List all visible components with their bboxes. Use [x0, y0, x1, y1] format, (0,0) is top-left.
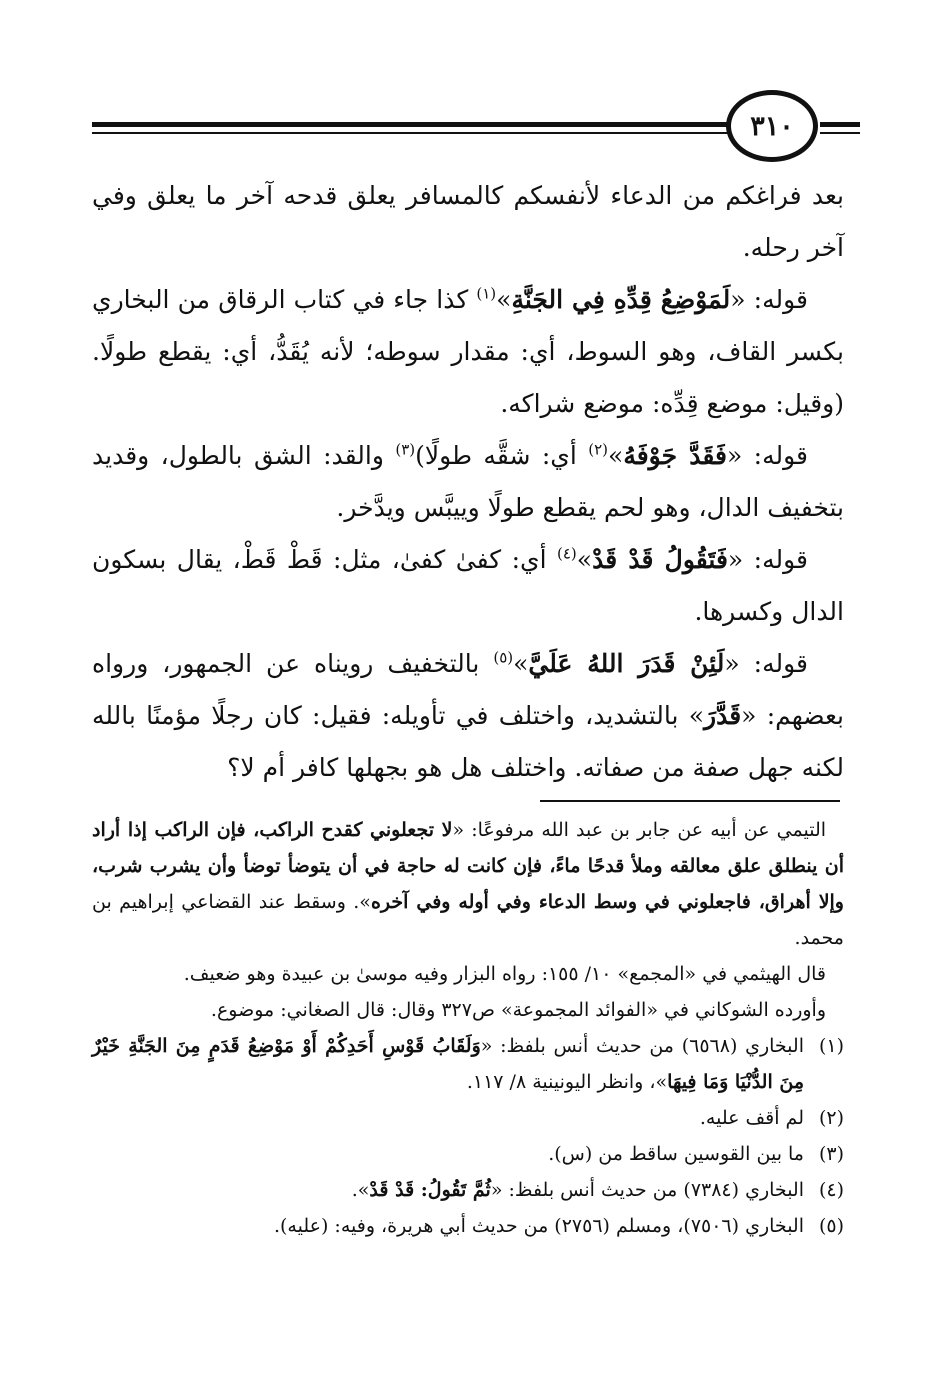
footnote-ref: (١): [476, 284, 497, 303]
footnotes: [92, 812, 844, 1244]
footnote-separator: [540, 800, 840, 802]
hadith-quote: فَقَدَّ جَوْفَهُ: [623, 441, 727, 470]
paragraph-3: قوله: «فَقَدَّ جَوْفَهُ»$^{(٢)}$ أي: شقَّه طولًا)$^{(٣)}$ والقد: الشق بالطول، وقديد بتخفيف الدال، وهو لحم يقطع طولًا وييبَّس ويدَّخر.: [92, 440, 844, 522]
paragraph-4: قوله: «فَتَقُولُ قَدْ قَدْ»$^{(٤)}$ أي: كفىٰ كفىٰ، مثل: قَطْ قَطْ، يقال بسكون الدال وكسرها.: [92, 544, 844, 626]
footnote-5: [92, 1208, 844, 1244]
footnote-number: (٥): [818, 1215, 844, 1237]
footnote-number: (٢): [818, 1107, 844, 1129]
page-number-badge: [726, 90, 818, 162]
footnote-ref: (٣): [395, 440, 416, 459]
footnote-ref: (٥): [493, 648, 514, 667]
paragraph-2: قوله: «لَمَوْضِعُ قِدِّهِ فِي الجَنَّةِ»$^{(١)}$ كذا جاء في كتاب الرقاق من البخاري بكسر القاف، وهو السوط، أي: مقدار سوطه؛ لأنه يُقَدُّ، أي: يقطع طولًا. (وقيل: موضع قِدِّه: موضع شراكه.: [92, 284, 844, 418]
footnote-text: البخاري (٧٣٨٤) من حديث أنس بلفظ: «ثُمَّ تَقُولُ: قَدْ قَدْ».: [351, 1179, 804, 1201]
header-rule-right-thin: [820, 132, 860, 134]
footnote-text: ما بين القوسين ساقط من (س).: [548, 1143, 804, 1165]
page-number: ٣١٠: [750, 110, 794, 142]
footnote-number: (١): [818, 1035, 844, 1057]
footnote-4: [92, 1172, 844, 1208]
footnote-number: (٣): [818, 1143, 844, 1165]
footnote-ref: (٤): [557, 544, 577, 563]
footnote-2: [92, 1100, 844, 1136]
paragraph-1: بعد فراغكم من الدعاء لأنفسكم كالمسافر يعلق قدحه آخر ما يعلق وفي آخر رحله.: [92, 181, 844, 262]
footnote-ref: (٢): [588, 440, 609, 459]
footnote-1: [92, 1028, 844, 1100]
hadith-quote: لَئِنْ قَدَرَ اللهُ عَلَيَّ: [528, 649, 725, 678]
hadith-quote: لَمَوْضِعُ قِدِّهِ فِي الجَنَّةِ: [511, 285, 731, 314]
footnote-text: البخاري (٧٥٠٦)، ومسلم (٢٧٥٦) من حديث أبي هريرة، وفيه: (عليه).: [273, 1215, 804, 1237]
footnote-text: البخاري (٦٥٦٨) من حديث أنس بلفظ: «وَلَقَابُ قَوْسِ أَحَدِكُمْ أَوْ مَوْضِعُ قَدَمٍ مِنَ الجَنَّةِ خَيْرٌ مِنَ الدُّنْيَا وَمَا فِيهَا»، وانظر اليونينية ٨/ ١١٧.: [92, 1035, 804, 1093]
footnote-continuation: قال الهيثمي في «المجمع» ١٠/ ١٥٥: رواه البزار وفيه موسىٰ بن عبيدة وهو ضعيف.: [183, 963, 826, 985]
footnote-3: [92, 1136, 844, 1172]
paragraph-5: قوله: «لَئِنْ قَدَرَ اللهُ عَلَيَّ»$^{(٥)}$ بالتخفيف رويناه عن الجمهور، ورواه بعضهم: «قَدَّرَ» بالتشديد، واختلف في تأويله: فقيل: كان رجلًا مؤمنًا بالله لكنه جهل صفة من صفاته. واختلف هل هو بجهلها كافر أم لا؟: [92, 648, 844, 782]
hadith-quote: فَتَقُولُ قَدْ قَدْ: [592, 545, 728, 574]
header-rule-thick: [92, 122, 732, 127]
footnote-continuation: وأورده الشوكاني في «الفوائد المجموعة» ص٣٢٧ وقال: قال الصغاني: موضوع.: [210, 999, 826, 1021]
header-rule-thin: [92, 132, 732, 134]
hadith-quote: قَدَّرَ: [704, 701, 742, 730]
footnote-number: (٤): [818, 1179, 844, 1201]
header-rule-right: [820, 122, 860, 127]
footnote-continuation: التيمي عن أبيه عن جابر بن عبد الله مرفوعًا: «لا تجعلوني كقدح الراكب، فإن الراكب إذا أراد أن ينطلق علق معالقه وملأ قدحًا ماءً، فإن كانت له حاجة في أن يتوضأ توضأ وأن يشرب شرب، وإلا أهراق، فاجعلوني في وسط الدعاء وفي أوله وفي آخره». وسقط عند القضاعي إبراهيم بن محمد.: [92, 819, 844, 949]
footnote-text: لم أقف عليه.: [699, 1107, 804, 1129]
main-text: [92, 170, 844, 794]
